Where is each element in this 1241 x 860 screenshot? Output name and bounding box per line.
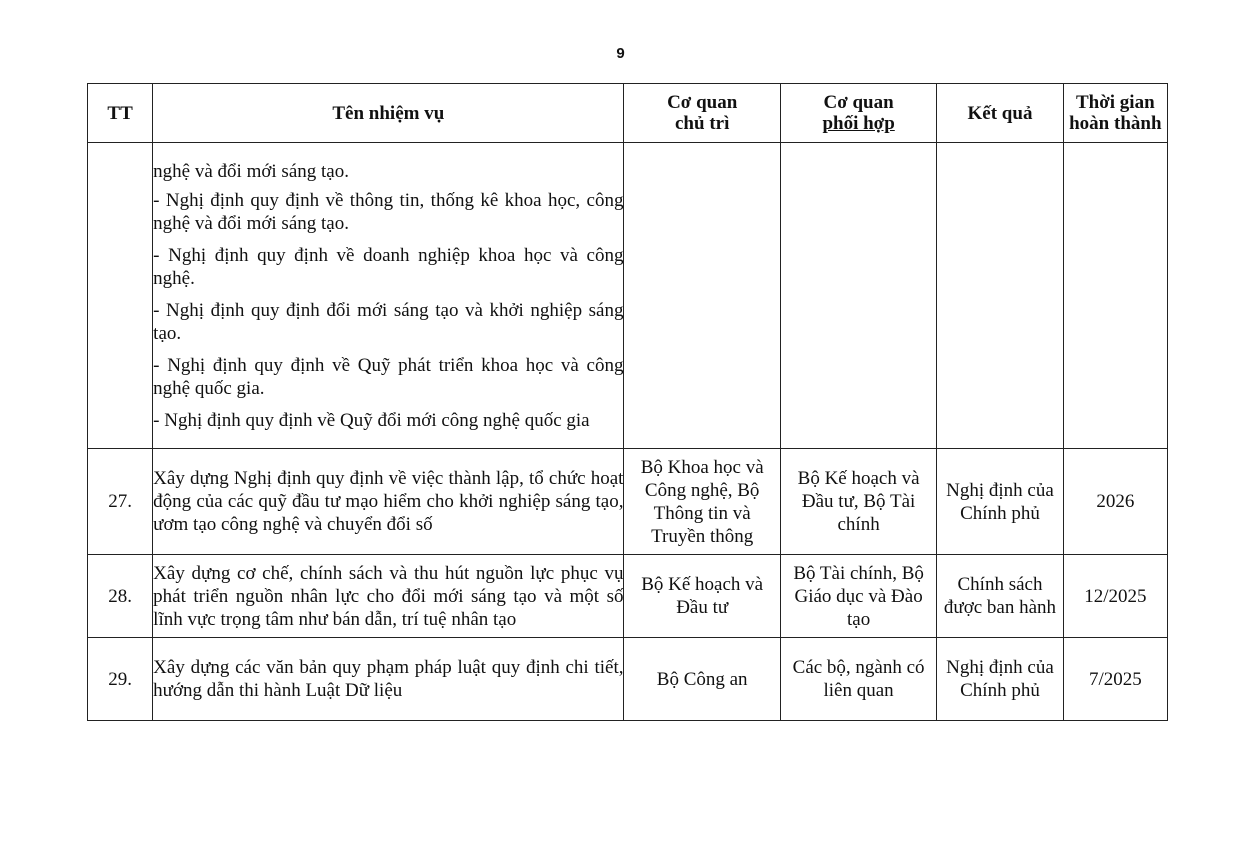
list-item: - Nghị định quy định đổi mới sáng tạo và khởi nghiệp sáng tạo. [153,299,624,344]
table-row-continuation [88,143,1168,449]
table-row [88,555,1168,638]
cell-task-name: Xây dựng Nghị định quy định về việc thành lập, tổ chức hoạt động của các quỹ đầu tư mạo hiểm cho khởi nghiệp sáng tạo, ươm tạo công nghệ và chuyển đổi số [153,449,624,555]
header-lead-agency: Cơ quan chủ trì [624,84,780,143]
cell-lead-agency: Bộ Khoa học và Công nghệ, Bộ Thông tin và Truyền thông [624,449,780,555]
table-row [88,449,1168,555]
cell-result [937,143,1063,449]
header-row [88,84,1168,143]
header-tt: TT [88,84,153,143]
cell-lead-agency [624,143,780,449]
cell-completion-time: 2026 [1063,449,1167,555]
list-item: - Nghị định quy định về doanh nghiệp khoa học và công nghệ. [153,244,624,289]
header-task-name: Tên nhiệm vụ [153,84,624,143]
cell-completion-time: 7/2025 [1063,638,1167,721]
cell-result: Nghị định của Chính phủ [937,638,1063,721]
cell-result: Chính sách được ban hành [937,555,1063,638]
cell-tt: 27. [88,449,153,555]
cell-task-name [153,143,624,449]
continuation-line: nghệ và đổi mới sáng tạo. [153,160,349,182]
cell-lead-agency: Bộ Kế hoạch và Đầu tư [624,555,780,638]
cell-coop-agency: Bộ Tài chính, Bộ Giáo dục và Đào tạo [780,555,936,638]
task-table [87,83,1168,721]
cell-task-name: Xây dựng các văn bản quy phạm pháp luật quy định chi tiết, hướng dẫn thi hành Luật Dữ liệu [153,638,624,721]
header-result: Kết quả [937,84,1063,143]
cell-coop-agency [780,143,936,449]
header-completion-time: Thời gian hoàn thành [1063,84,1167,143]
table-row [88,638,1168,721]
cell-lead-agency: Bộ Công an [624,638,780,721]
cell-completion-time: 12/2025 [1063,555,1167,638]
page-number: 9 [616,45,625,62]
cell-completion-time [1063,143,1167,449]
cell-result: Nghị định của Chính phủ [937,449,1063,555]
list-item: - Nghị định quy định về Quỹ phát triển khoa học và công nghệ quốc gia. [153,354,624,399]
header-coop-agency: Cơ quan phối hợp [780,84,936,143]
cell-coop-agency: Bộ Kế hoạch và Đầu tư, Bộ Tài chính [780,449,936,555]
cell-tt: 28. [88,555,153,638]
list-item: - Nghị định quy định về thông tin, thống kê khoa học, công nghệ và đổi mới sáng tạo. [153,189,624,234]
cell-task-name: Xây dựng cơ chế, chính sách và thu hút nguồn lực phục vụ phát triển nguồn nhân lực cho đổi mới sáng tạo và một số lĩnh vực trọng tâm như bán dẫn, trí tuệ nhân tạo [153,555,624,638]
cell-tt [88,143,153,449]
cell-coop-agency: Các bộ, ngành có liên quan [780,638,936,721]
list-item: - Nghị định quy định về Quỹ đổi mới công nghệ quốc gia [153,409,590,431]
cell-tt: 29. [88,638,153,721]
